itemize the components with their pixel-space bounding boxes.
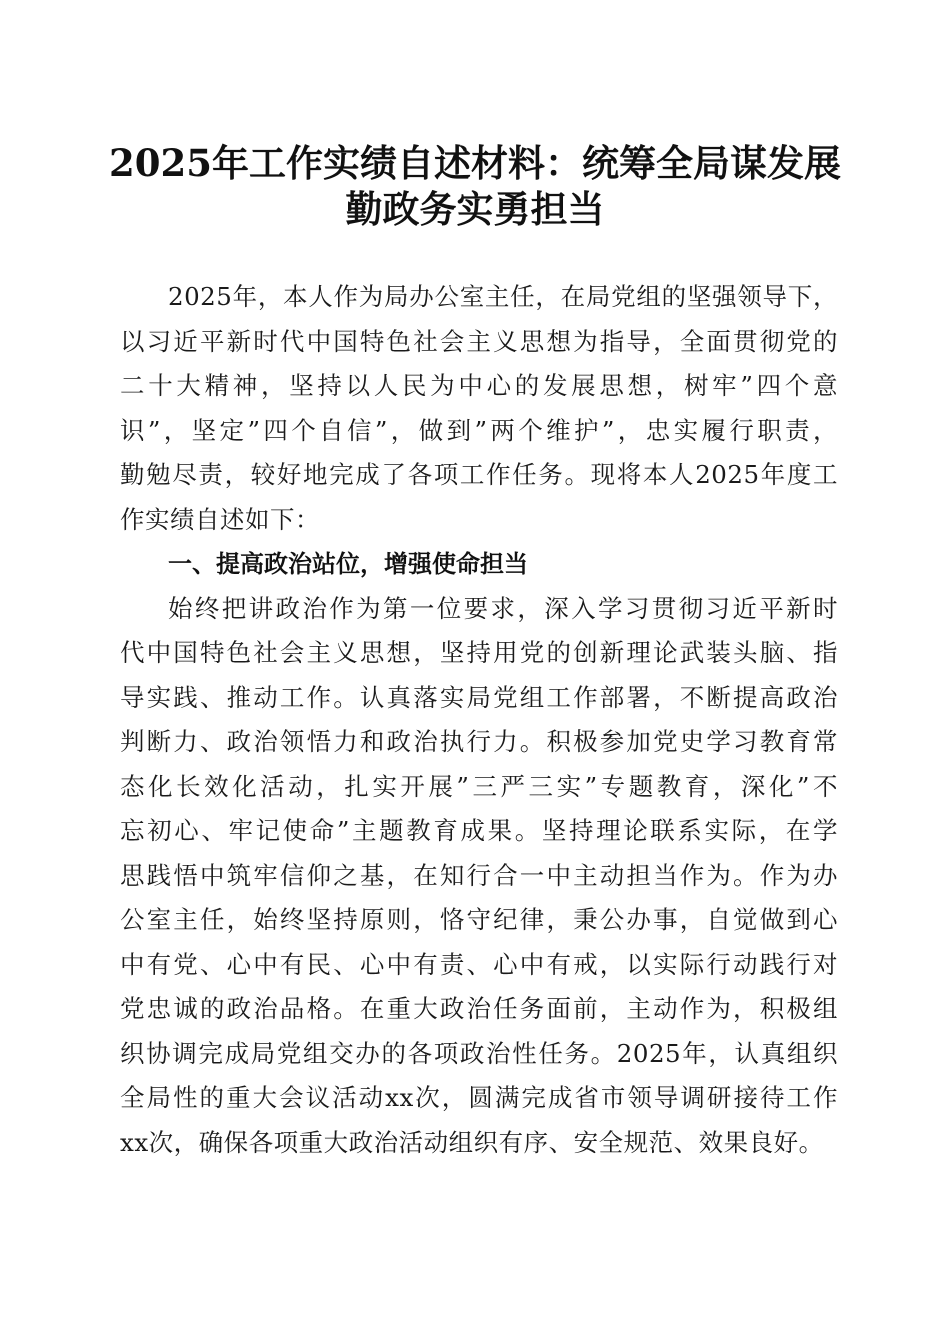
section-1-line-8: 公室主任，始终坚持原则，恪守纪律，秉公办事，自觉做到心 <box>120 905 838 934</box>
section-1-line-10: 党忠诚的政治品格。在重大政治任务面前，主动作为，积极组 <box>120 994 838 1023</box>
section-1-heading: 一、提高政治站位，增强使命担当 <box>168 550 528 578</box>
section-1-line-13: xx次，确保各项重大政治活动组织有序、安全规范、效果良好。 <box>120 1128 824 1157</box>
document-title-line-2: 勤政务实勇担当 <box>345 187 605 231</box>
intro-line-2: 以习近平新时代中国特色社会主义思想为指导，全面贯彻党的 <box>120 327 838 356</box>
section-1-line-6: 忘初心、牢记使命”主题教育成果。坚持理论联系实际，在学 <box>120 816 838 845</box>
section-1-line-7: 思践悟中筑牢信仰之基，在知行合一中主动担当作为。作为办 <box>120 861 838 890</box>
section-1-line-2: 代中国特色社会主义思想，坚持用党的创新理论武装头脑、指 <box>120 638 838 667</box>
section-1-line-1: 始终把讲政治作为第一位要求，深入学习贯彻习近平新时 <box>168 594 838 623</box>
intro-line-4: 识”，坚定”四个自信”，做到”两个维护”，忠实履行职责， <box>120 416 838 445</box>
intro-line-5: 勤勉尽责，较好地完成了各项工作任务。现将本人2025年度工 <box>120 460 838 489</box>
document-title-line-1: 2025年工作实绩自述材料：统筹全局谋发展 <box>109 141 841 185</box>
intro-line-3: 二十大精神，坚持以人民为中心的发展思想，树牢”四个意 <box>120 371 838 400</box>
section-1-line-12: 全局性的重大会议活动xx次，圆满完成省市领导调研接待工作 <box>120 1083 838 1112</box>
intro-line-6: 作实绩自述如下： <box>120 505 320 534</box>
section-1-line-5: 态化长效化活动，扎实开展”三严三实”专题教育，深化”不 <box>120 772 838 801</box>
section-1-line-3: 导实践、推动工作。认真落实局党组工作部署，不断提高政治 <box>120 683 838 712</box>
section-1-line-11: 织协调完成局党组交办的各项政治性任务。2025年，认真组织 <box>120 1039 838 1068</box>
section-1-line-9: 中有党、心中有民、心中有责、心中有戒，以实际行动践行对 <box>120 950 838 979</box>
section-1-line-4: 判断力、政治领悟力和政治执行力。积极参加党史学习教育常 <box>120 727 838 756</box>
intro-line-1: 2025年，本人作为局办公室主任，在局党组的坚强领导下， <box>168 282 838 311</box>
